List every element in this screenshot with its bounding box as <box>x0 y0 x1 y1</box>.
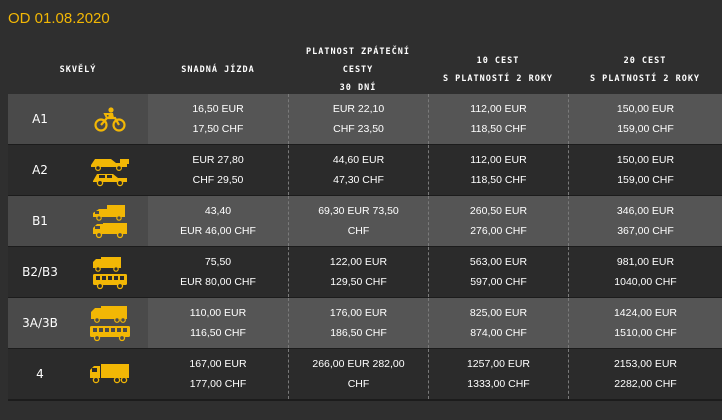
car-icon <box>72 153 148 187</box>
easy-ride-eur: 167,00 EUR <box>189 358 247 370</box>
easy-ride-eur: 75,50 <box>204 256 232 268</box>
category-cell <box>8 349 148 399</box>
easy-ride-cell <box>148 247 288 297</box>
easy-ride-cell <box>148 145 288 195</box>
ten-trips-cell <box>428 94 568 144</box>
category-cell <box>8 298 148 348</box>
return-trip-cell <box>288 298 428 348</box>
twenty-trips-eur: 346,00 EUR <box>616 205 675 217</box>
category-label: 4 <box>36 367 44 381</box>
header-category: SKVĚLÝ <box>59 65 97 75</box>
twenty-trips-cell <box>568 298 722 348</box>
header-easy-ride: SNADNÁ JÍZDA <box>181 65 255 75</box>
ten-trips-chf: 597,00 CHF <box>470 276 527 288</box>
twenty-trips-eur: 981,00 EUR <box>616 256 675 268</box>
ten-trips-eur: 1257,00 EUR <box>466 358 531 370</box>
table-bottom-divider <box>8 400 722 401</box>
twenty-trips-eur: 1424,00 EUR <box>613 307 678 319</box>
ten-trips-cell <box>428 247 568 297</box>
twenty-trips-chf: 159,00 CHF <box>617 123 674 135</box>
easy-ride-eur: 110,00 EUR <box>189 307 247 319</box>
ten-trips-cell <box>428 196 568 246</box>
twenty-trips-chf: 159,00 CHF <box>617 174 674 186</box>
twenty-trips-chf: 367,00 CHF <box>617 225 674 237</box>
easy-ride-chf: 17,50 CHF <box>192 123 244 135</box>
category-label: B2/B3 <box>22 265 58 279</box>
table-row <box>8 298 722 349</box>
header-return-trip-line2: 30 DNÍ <box>339 83 377 93</box>
category-label: A1 <box>32 112 48 126</box>
easy-ride-chf: 116,50 CHF <box>190 327 246 339</box>
return-trip-line1: 69,30 EUR 73,50 <box>318 205 399 217</box>
header-return-trip-line1: PLATNOST ZPÁTEČNÍ CESTY <box>306 47 410 75</box>
twenty-trips-cell <box>568 349 722 399</box>
truck-bus-icon <box>72 254 148 290</box>
page-title: OD 01.08.2020 <box>8 10 110 27</box>
van-icon <box>72 203 148 239</box>
ten-trips-eur: 825,00 EUR <box>469 307 528 319</box>
ten-trips-cell <box>428 349 568 399</box>
return-trip-line1: EUR 22,10 <box>332 103 385 115</box>
table-row <box>8 247 722 298</box>
twenty-trips-chf: 2282,00 CHF <box>614 378 677 390</box>
twenty-trips-cell <box>568 196 722 246</box>
easy-ride-chf: 177,00 CHF <box>189 378 247 390</box>
twenty-trips-cell <box>568 247 722 297</box>
easy-ride-cell <box>148 349 288 399</box>
easy-ride-cell <box>148 298 288 348</box>
easy-ride-cell <box>148 94 288 144</box>
category-cell <box>8 247 148 297</box>
category-cell <box>8 94 148 144</box>
twenty-trips-cell <box>568 94 722 144</box>
return-trip-line2: CHF <box>347 225 370 237</box>
header-twenty-trips <box>568 46 722 94</box>
twenty-trips-chf: 1040,00 CHF <box>614 276 677 288</box>
return-trip-line2: CHF 23,50 <box>333 123 384 135</box>
ten-trips-eur: 112,00 EUR <box>470 103 527 115</box>
return-trip-line2: 47,30 CHF <box>333 174 384 186</box>
easy-ride-eur: 43,40 <box>204 205 232 217</box>
return-trip-cell <box>288 94 428 144</box>
easy-ride-chf: CHF 29,50 <box>192 174 244 186</box>
return-trip-cell <box>288 247 428 297</box>
twenty-trips-chf: 1510,00 CHF <box>614 327 677 339</box>
return-trip-line1: 176,00 EUR <box>329 307 388 319</box>
return-trip-line2: 129,50 CHF <box>330 276 387 288</box>
easy-ride-chf: EUR 46,00 CHF <box>180 225 256 237</box>
ten-trips-cell <box>428 298 568 348</box>
header-ten-trips-line1: 10 CEST <box>476 56 520 66</box>
price-table <box>8 94 722 400</box>
header-twenty-trips-line2: S PLATNOSTÍ 2 ROKY <box>589 74 701 84</box>
table-header <box>8 46 722 94</box>
table-row <box>8 196 722 247</box>
return-trip-line2: CHF <box>347 378 370 390</box>
ten-trips-chf: 118,50 CHF <box>470 174 527 186</box>
easy-ride-cell <box>148 196 288 246</box>
header-ten-trips-line2: S PLATNOSTÍ 2 ROKY <box>442 74 554 84</box>
motorcycle-icon <box>72 106 148 132</box>
ten-trips-eur: 260,50 EUR <box>469 205 528 217</box>
twenty-trips-eur: 150,00 EUR <box>616 103 675 115</box>
table-row <box>8 349 722 400</box>
return-trip-cell <box>288 196 428 246</box>
return-trip-line1: 266,00 EUR 282,00 <box>312 358 405 370</box>
ten-trips-chf: 1333,00 CHF <box>467 378 530 390</box>
return-trip-line1: 122,00 EUR <box>329 256 388 268</box>
table-row <box>8 94 722 145</box>
category-cell <box>8 145 148 195</box>
return-trip-line2: 186,50 CHF <box>330 327 387 339</box>
ten-trips-chf: 276,00 CHF <box>470 225 527 237</box>
easy-ride-chf: EUR 80,00 CHF <box>180 276 256 288</box>
header-ten-trips <box>428 46 568 94</box>
twenty-trips-cell <box>568 145 722 195</box>
ten-trips-cell <box>428 145 568 195</box>
category-label: 3A/3B <box>22 316 58 330</box>
header-twenty-trips-line1: 20 CEST <box>623 56 667 66</box>
table-row <box>8 145 722 196</box>
return-trip-cell <box>288 349 428 399</box>
header-return-trip <box>288 46 428 94</box>
twenty-trips-eur: 150,00 EUR <box>616 154 675 166</box>
ten-trips-eur: 112,00 EUR <box>470 154 527 166</box>
ten-trips-eur: 563,00 EUR <box>469 256 528 268</box>
return-trip-line1: 44,60 EUR <box>332 154 385 166</box>
category-cell <box>8 196 148 246</box>
heavy-truck-icon <box>72 361 148 387</box>
return-trip-cell <box>288 145 428 195</box>
ten-trips-chf: 874,00 CHF <box>470 327 527 339</box>
category-label: B1 <box>32 214 48 228</box>
large-truck-bus-icon <box>72 304 148 342</box>
ten-trips-chf: 118,50 CHF <box>470 123 527 135</box>
easy-ride-eur: 16,50 EUR <box>192 103 244 115</box>
category-label: A2 <box>32 163 48 177</box>
twenty-trips-eur: 2153,00 EUR <box>613 358 678 370</box>
easy-ride-eur: EUR 27,80 <box>192 154 244 166</box>
